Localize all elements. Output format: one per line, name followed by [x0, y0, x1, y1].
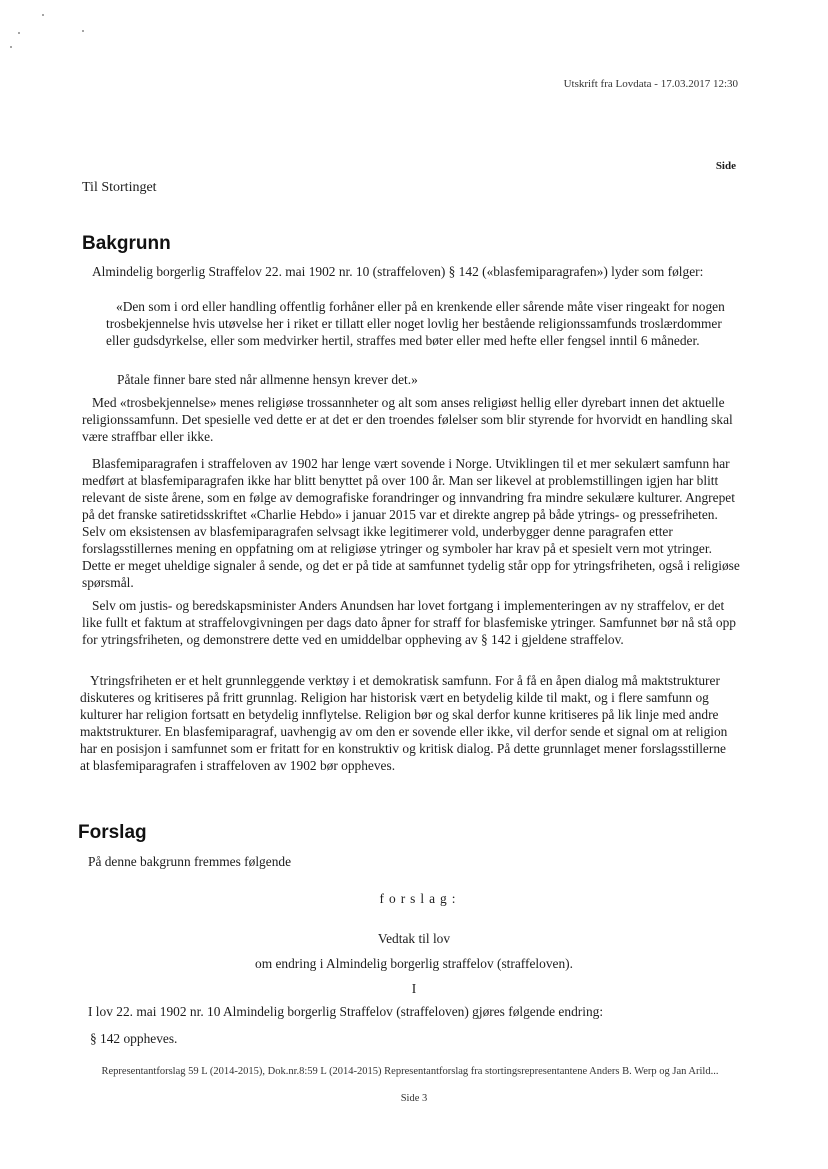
- forslag-lead: På denne bakgrunn fremmes følgende: [88, 854, 292, 869]
- paragraph-ytringsfrihet: Ytringsfriheten er et helt grunnleggende verktøy i et demokratisk samfunn. For å få en åpen dialog må maktstrukturer diskuteres og kritiseres på fritt grunnlag. Religion har historisk vært en betydelig kilde til makt, og i flere samfunn og kulturer har religion fortsatt en betydelig innflytelse. Religion bør og skal derfor kunne kritiseres på lik linje med andre maktstrukturer. En blasfemiparagraf, uavhengig av om den er sovende eller ikke, vil derfor sende et signal om at religion har en posisjon i samfunnet som er fritatt for en konstruktiv og kritisk dialog. På dette grunnlaget mener forslagsstillerne at blasfemiparagrafen i straffeloven av 1902 bør oppheves.: [80, 673, 728, 773]
- quote-paragraph-end: Påtale finner bare sted når allmenne hensyn krever det.»: [117, 372, 418, 387]
- lov-text: I lov 22. mai 1902 nr. 10 Almindelig borgerlig Straffelov (straffeloven) gjøres følgende endring:: [88, 1004, 604, 1019]
- side-label: Side: [715, 160, 736, 172]
- print-header: Utskrift fra Lovdata - 17.03.2017 12:30: [563, 78, 738, 90]
- page-number: Side 3: [400, 1093, 428, 1104]
- vedtak-subtitle: om endring i Almindelig borgerlig straffelov (straffeloven).: [255, 956, 573, 971]
- paragraph-trosbekjennelse: Med «trosbekjennelse» menes religiøse trossannheter og alt som anses religiøst hellig eller dyrebart innen det aktuelle religionssamfunn. Det spesielle ved dette er at det er den troendes følelser som blir styrende for hvorvidt en handling skal være straffbar eller ikke.: [82, 395, 733, 444]
- paragraph-blasfemi: Blasfemiparagrafen i straffeloven av 1902 har lenge vært sovende i Norge. Utviklingen til et mer sekulært samfunn har medført at blasfemiparagrafen ikke har blitt benyttet på over 100 år. Man ser likevel at problemstillingen igjen har blitt relevant de siste årene, som en følge av demografiske forandringer og innvandring fra mindre sekulære kulturer. Angrepet på det franske satiretidsskriftet «Charlie Hebdo» i januar 2015 var et direkte angrep på både ytrings- og pressefriheten. Selv om eksistensen av blasfemiparagrafen selvsagt ikke legitimerer vold, underbygger denne paragrafen etter forslagsstillernes mening en oppfatning om at religiøse ytringer og symboler har krav på et spesielt vern mot ytringer. Dette er meget uheldige signaler å sende, og det er på tide at samfunnet tydelig står opp for ytringsfriheten, også i religiøse spørsmål.: [82, 456, 740, 590]
- section-heading-forslag: Forslag: [78, 822, 147, 843]
- paragraph-intro: Almindelig borgerlig Straffelov 22. mai 1902 nr. 10 (straffeloven) § 142 («blasfemiparagrafen») lyder som følger:: [92, 264, 704, 279]
- forslag-title: forslag:: [379, 891, 461, 906]
- paragraf-text: § 142 oppheves.: [90, 1031, 178, 1046]
- vedtak-title: Vedtak til lov: [377, 931, 451, 946]
- paragraph-justis: Selv om justis- og beredskapsminister Anders Anundsen har lovet fortgang i implementeringen av ny straffelov, er det like fullt et faktum at straffelovgivningen per dags dato åpner for straff for blasfemiske ytringer. Samfunnet bør nå stå opp for ytringsfriheten, og demonstrere dette ved en umiddelbar oppheving av § 142 i gjeldene straffelov.: [82, 598, 736, 647]
- footer-text: Representantforslag 59 L (2014-2015), Dok.nr.8:59 L (2014-2015) Representantforslag fra stortingsrepresentantene Anders B. Werp og Jan Arild...: [101, 1066, 719, 1077]
- recipient-line: Til Stortinget: [82, 180, 157, 195]
- roman-numeral: I: [411, 981, 417, 996]
- section-heading-bakgrunn: Bakgrunn: [82, 233, 171, 254]
- quote-paragraph: «Den som i ord eller handling offentlig forhåner eller på en krenkende eller sårende måte viser ringeakt for nogen trosbekjennelse hvis utøvelse her i riket er tillatt eller noget lovlig her bestående religionssamfunds troslærdommer eller gudsdyrkelse, eller som medvirker hertil, straffes med bøter eller med hefte eller fengsel inntil 6 måneder.: [106, 299, 725, 348]
